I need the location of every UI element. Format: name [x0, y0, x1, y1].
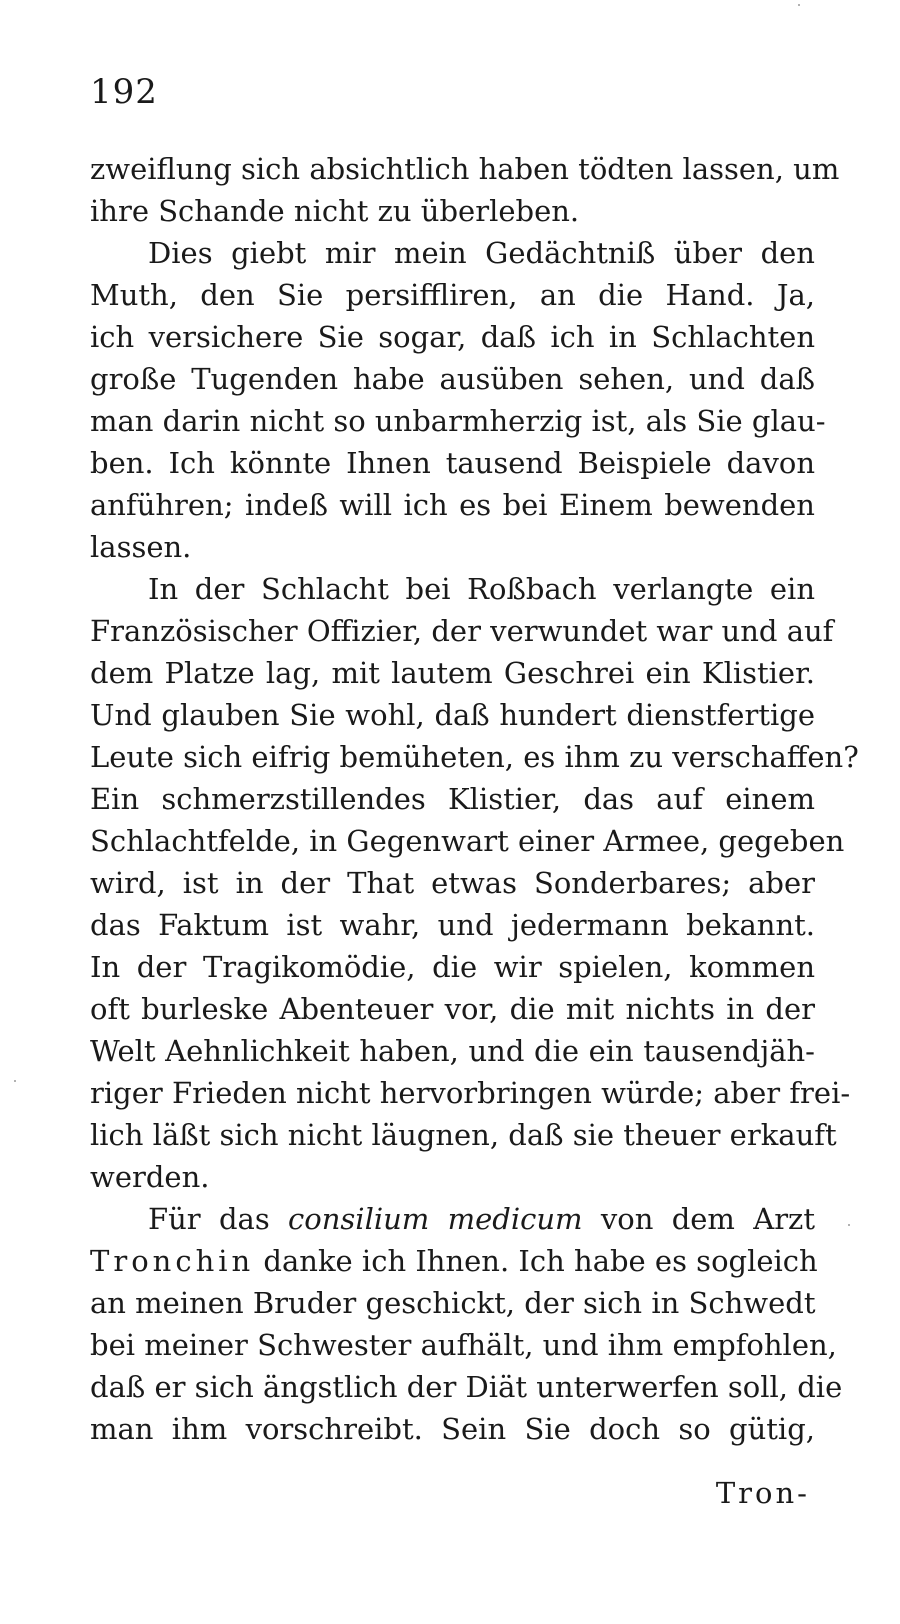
- latin-phrase: consilium medicum: [288, 1202, 583, 1236]
- text-line: Schlachtfelde, in Gegenwart einer Armee, gegeben: [90, 824, 845, 858]
- body-text: [90, 148, 859, 1450]
- text-line: bei meiner Schwester aufhält, und ihm empfohlen,: [90, 1328, 837, 1362]
- page-number: 192: [90, 72, 158, 112]
- text-line: riger Frieden nicht hervorbringen würde; aber frei-: [90, 1076, 851, 1110]
- paper-speck: [798, 4, 800, 6]
- text-line: wird, ist in der That etwas Sonderbares; aber: [90, 866, 815, 900]
- text-line: anführen; indeß will ich es bei Einem bewenden: [90, 488, 815, 522]
- text-line: an meinen Bruder geschickt, der sich in Schwedt: [90, 1286, 816, 1320]
- text-line: ich versichere Sie sogar, daß ich in Schlachten: [90, 320, 815, 354]
- text-line: daß er sich ängstlich der Diät unterwerfen soll, die: [90, 1370, 843, 1404]
- text-line: ben. Ich könnte Ihnen tausend Beispiele davon: [90, 446, 815, 480]
- text-line: Dies giebt mir mein Gedächtniß über den: [148, 236, 815, 270]
- text-run: Für das: [148, 1202, 289, 1236]
- text-line: große Tugenden habe ausüben sehen, und daß: [90, 362, 815, 396]
- text-line: dem Platze lag, mit lautem Geschrei ein Klistier.: [90, 656, 815, 690]
- catchword: Tron-: [715, 1476, 810, 1510]
- text-line: werden.: [90, 1160, 210, 1194]
- person-name: Tronchin: [90, 1244, 255, 1278]
- text-line: man darin nicht so unbarmherzig ist, als Sie glau-: [90, 404, 826, 438]
- text-line: Ein schmerzstillendes Klistier, das auf einem: [90, 782, 815, 816]
- text-line: das Faktum ist wahr, und jedermann bekannt.: [90, 908, 815, 942]
- text-line: ihre Schande nicht zu überleben.: [90, 194, 580, 228]
- text-line: Französischer Offizier, der verwundet war und auf: [90, 614, 834, 648]
- text-line: oft burleske Abenteuer vor, die mit nichts in der: [90, 992, 815, 1026]
- text-line: man ihm vorschreibt. Sein Sie doch so gütig,: [90, 1412, 815, 1446]
- text-line: Und glauben Sie wohl, daß hundert dienstfertige: [90, 698, 815, 732]
- text-line: lich läßt sich nicht läugnen, daß sie theuer erkauft: [90, 1118, 837, 1152]
- text-line: lassen.: [90, 530, 192, 564]
- text-line: In der Tragikomödie, die wir spielen, kommen: [90, 950, 815, 984]
- text-line: Muth, den Sie persiffliren, an die Hand. Ja,: [90, 278, 815, 312]
- text-line: zweiflung sich absichtlich haben tödten lassen, um: [90, 152, 840, 186]
- text-line: In der Schlacht bei Roßbach verlangte ein: [148, 572, 815, 606]
- paper-speck: [14, 1080, 16, 1082]
- text-line: [90, 1198, 815, 1240]
- text-run: danke ich Ihnen. Ich habe es sogleich: [254, 1244, 818, 1278]
- text-run: von dem Arzt: [582, 1202, 815, 1236]
- text-line: Welt Aehnlichkeit haben, und die ein tausendjäh-: [90, 1034, 815, 1068]
- text-line: [90, 1240, 818, 1282]
- text-line: Leute sich eifrig bemüheten, es ihm zu verschaffen?: [90, 740, 859, 774]
- paper-speck: [848, 1224, 850, 1226]
